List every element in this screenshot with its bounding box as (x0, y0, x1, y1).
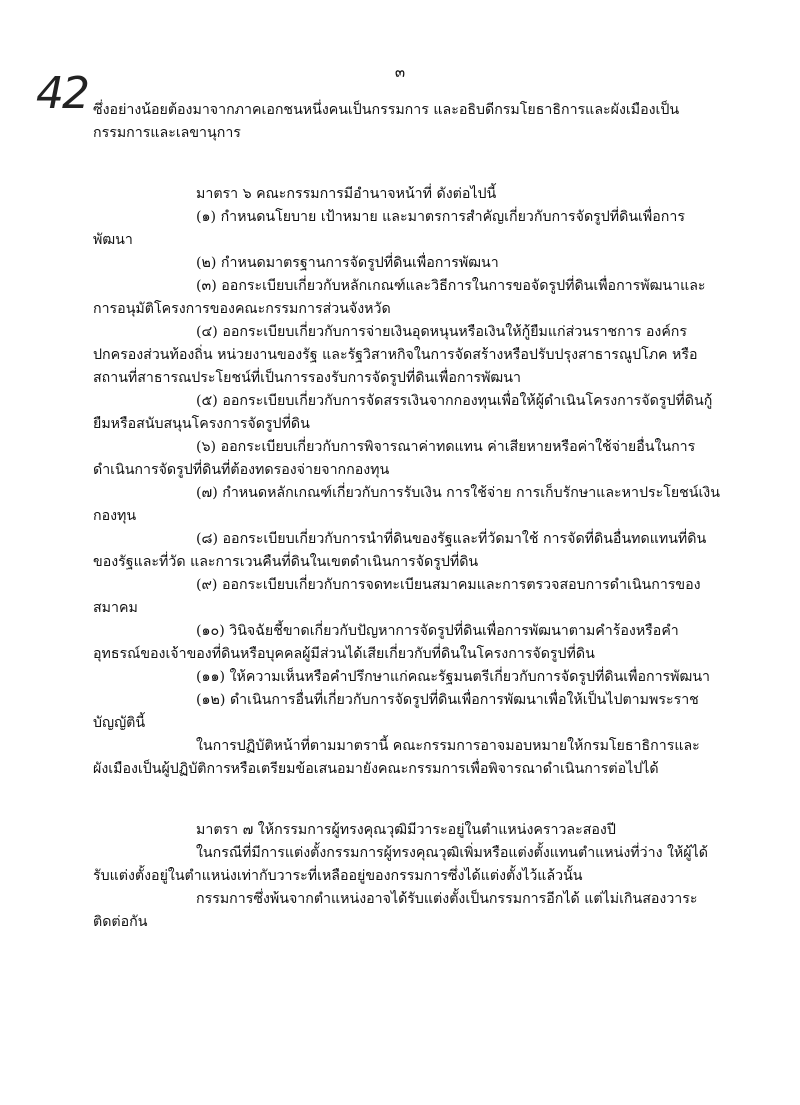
list-item: (๗) กำหนดหลักเกณฑ์เกี่ยวกับการรับเงิน การใช้จ่าย การเก็บรักษาและหาประโยชน์เงินกองทุน (93, 485, 720, 524)
paragraph: ในกรณีที่มีการแต่งตั้งกรรมการผู้ทรงคุณวุฒิเพิ่มหรือแต่งตั้งแทนตำแหน่งที่ว่าง ให้ผู้ได้รับแต่งตั้งอยู่ในตำแหน่งเท่ากับวาระที่เหลืออยู่ของกรรมการซึ่งได้แต่งตั้งไว้แล้วนั้น (93, 845, 708, 884)
list-item: (๑๒) ดำเนินการอื่นที่เกี่ยวกับการจัดรูปที่ดินเพื่อการพัฒนาเพื่อให้เป็นไปตามพระราชบัญญัตินี้ (93, 692, 699, 731)
list-item: (๓) ออกระเบียบเกี่ยวกับหลักเกณฑ์และวิธีการในการขอจัดรูปที่ดินเพื่อการพัฒนาและการอนุมัติโครงการของคณะกรรมการส่วนจังหวัด (93, 278, 706, 317)
document-body (93, 99, 723, 934)
page-number: ๓ (394, 63, 406, 81)
list-item: (๙) ออกระเบียบเกี่ยวกับการจดทะเบียนสมาคมและการตรวจสอบการดำเนินการของสมาคม (93, 577, 701, 616)
list-item: (๔) ออกระเบียบเกี่ยวกับการจ่ายเงินอุดหนุนหรือเงินให้กู้ยืมแก่ส่วนราชการ องค์กรปกครองส่วนท้องถิ่น หน่วยงานของรัฐ และรัฐวิสาหกิจในการจัดสร้างหรือปรับปรุงสาธารณูปโภค หรือสถานที่สาธารณประโยชน์ที่เป็นการรองรับการจัดรูปที่ดินเพื่อการพัฒนา (93, 324, 698, 386)
list-item: (๖) ออกระเบียบเกี่ยวกับการพิจารณาค่าทดแทน ค่าเสียหายหรือค่าใช้จ่ายอื่นในการดำเนินการจัดรูปที่ดินที่ต้องทดรองจ่ายจากกองทุน (93, 439, 696, 478)
paragraph: ซึ่งอย่างน้อยต้องมาจากภาคเอกชนหนึ่งคนเป็นกรรมการ และอธิบดีกรมโยธาธิการและผังเมืองเป็นกรรมการและเลขานุการ (93, 102, 680, 141)
paragraph: กรรมการซึ่งพ้นจากตำแหน่งอาจได้รับแต่งตั้งเป็นกรรมการอีกได้ แต่ไม่เกินสองวาระติดต่อกัน (93, 891, 698, 930)
list-item: (๒) กำหนดมาตรฐานการจัดรูปที่ดินเพื่อการพัฒนา (196, 255, 499, 271)
paragraph-section-7: มาตรา ๗ ให้กรรมการผู้ทรงคุณวุฒิมีวาระอยู่ในตำแหน่งคราวละสองปี (196, 822, 616, 838)
paragraph-section-6: มาตรา ๖ คณะกรรมการมีอำนาจหน้าที่ ดังต่อไปนี้ (196, 186, 497, 202)
handwritten-page-annotation: 42 (36, 68, 88, 119)
list-item: (๑๐) วินิจฉัยชี้ขาดเกี่ยวกับปัญหาการจัดรูปที่ดินเพื่อการพัฒนาตามคำร้องหรือคำอุทธรณ์ของเจ้าของที่ดินหรือบุคคลผู้มีส่วนได้เสียเกี่ยวกับที่ดินในโครงการจัดรูปที่ดิน (93, 623, 679, 662)
paragraph: ในการปฏิบัติหน้าที่ตามมาตรานี้ คณะกรรมการอาจมอบหมายให้กรมโยธาธิการและผังเมืองเป็นผู้ปฏิบัติการหรือเตรียมข้อเสนอมายังคณะกรรมการเพื่อพิจารณาดำเนินการต่อไปได้ (93, 738, 700, 777)
list-item: (๑๑) ให้ความเห็นหรือคำปรึกษาแก่คณะรัฐมนตรีเกี่ยวกับการจัดรูปที่ดินเพื่อการพัฒนา (196, 669, 711, 685)
list-item: (๕) ออกระเบียบเกี่ยวกับการจัดสรรเงินจากกองทุนเพื่อให้ผู้ดำเนินโครงการจัดรูปที่ดินกู้ยืมหรือสนับสนุนโครงการจัดรูปที่ดิน (93, 393, 713, 432)
list-item: (๑) กำหนดนโยบาย เป้าหมาย และมาตรการสำคัญเกี่ยวกับการจัดรูปที่ดินเพื่อการพัฒนา (93, 209, 685, 248)
list-item: (๘) ออกระเบียบเกี่ยวกับการนำที่ดินของรัฐและที่วัดมาใช้ การจัดที่ดินอื่นทดแทนที่ดินของรัฐและที่วัด และการเวนคืนที่ดินในเขตดำเนินการจัดรูปที่ดิน (93, 531, 707, 570)
